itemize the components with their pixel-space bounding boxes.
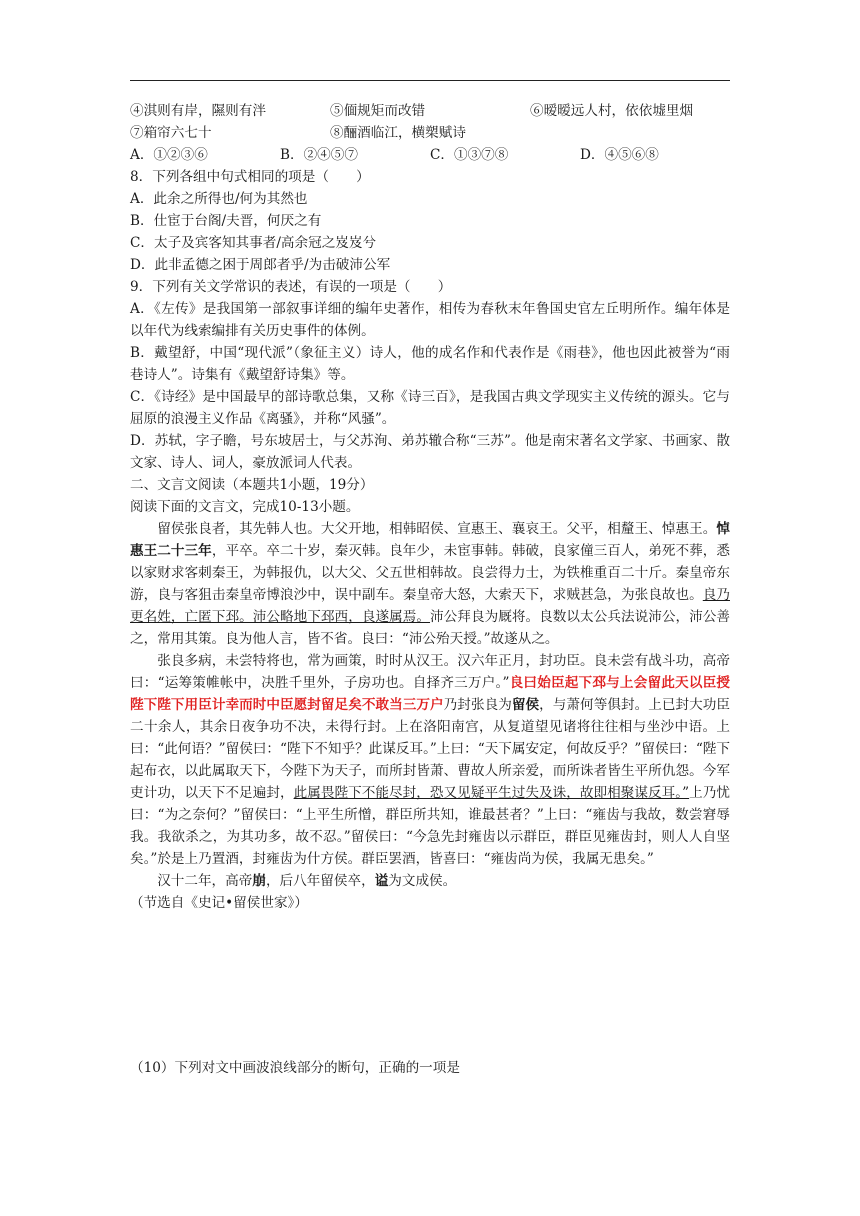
q8-choice-a: A．此余之所得也/何为其然也 — [130, 191, 308, 207]
q9-choice-c: C．《诗经》是中国最早的部诗歌总集，又称《诗三百》，是我国古典文学现实主义传统的源头。它与屈原的浪漫主义作品《离骚》，并称“风骚”。 — [130, 389, 730, 427]
q7-choices — [130, 144, 730, 166]
passage-text: 上乃忧曰：“为之奈何？”留侯曰：“上平生所憎，群臣所共知，谁最甚者？”上曰：“雍齿与我故，数尝窘辱我。我欲杀之，为其功多，故不忍。”留侯曰：“今急先封雍齿以示群臣，群臣见雍齿封，则人人自坚矣。”於是上乃置酒，封雍齿为什方侯。群臣罢酒，皆喜曰：“雍齿尚为侯，我属无患矣。” — [130, 785, 730, 867]
q7-choice-d: D．④⑤⑥⑧ — [580, 147, 659, 163]
passage-text: ，后八年留侯卒， — [265, 873, 375, 889]
q7-choice-c: C．①③⑦⑧ — [430, 147, 509, 163]
passage-paragraph-3 — [130, 870, 730, 892]
wavy-underlined-text: 良乃更名姓，亡匿下邳。沛公略地下邳西，良遂属焉。 — [130, 587, 730, 625]
q8-choice-c: C．太子及宾客知其事者/高余冠之岌岌兮 — [130, 235, 377, 251]
q10-stem: （10）下列对文中画波浪线部分的断句，正确的一项是 — [130, 1060, 460, 1076]
wavy-underlined-text: 此属畏陛下不能尽封，恐又见疑平生过失及诛，故即相聚谋反耳。” — [293, 785, 690, 801]
option-6: ⑥暧暧远人村，依依墟里烟 — [530, 103, 694, 119]
q7-choice-b: B．②④⑤⑦ — [280, 147, 358, 163]
passage-bold-text: 留侯 — [511, 697, 540, 713]
section-heading: 二、文言文阅读（本题共1小题，19分） — [130, 477, 374, 493]
option-7: ⑦箱帘六七十 — [130, 125, 212, 141]
passage-text: ，与萧何等俱封。上已封大功臣二十余人，其余日夜争功不决，未得行封。上在洛阳南宫，从复道望见诸将往往相与坐沙中语。上曰：“此何语？”留侯曰：“陛下不知乎？此谋反耳。”上曰：“天下属安定，何故反乎？”留侯曰：“陛下起布衣，以此属取天下，今陛下为天子，而所封皆萧、曹故人所亲爱，而所诛者皆生平所仇怨。今军吏计功，以天下不足遍封， — [130, 697, 731, 801]
document-page — [130, 100, 730, 914]
passage-text: ，平卒。卒二十岁，秦灭韩。良年少，未宦事韩。韩破，良家僮三百人，弟死不葬，悉以家财求客刺秦王，为韩报仇，以大父、父五世相韩故。良尝得力士，为铁椎重百二十斤。秦皇帝东游，良与客狙击秦皇帝博浪沙中，误中副车。秦皇帝大怒，大索天下，求贼甚急，为张良故也。 — [130, 543, 731, 603]
option-5: ⑤偭规矩而改错 — [330, 103, 426, 119]
highlighted-red-text: 良曰始臣起下邳与上会留此天以臣授陛下陛下用臣计幸而时中臣愿封留足矣不敢当三万户 — [130, 675, 730, 713]
passage-text: 汉十二年，高帝 — [157, 873, 253, 889]
header-rule — [130, 80, 730, 81]
option-8: ⑧酾酒临江，横槊赋诗 — [330, 125, 466, 141]
passage-text: 沛公拜良为厩将。良数以太公兵法说沛公，沛公善之，常用其策。良为他人言，皆不省。良曰：“沛公殆天授。”故遂从之。 — [130, 609, 731, 647]
section-intro: 阅读下面的文言文，完成10-13小题。 — [130, 499, 360, 515]
passage-bold-text: 崩 — [252, 873, 266, 889]
q9-stem: 9．下列有关文学常识的表述，有误的一项是（ ） — [130, 279, 452, 295]
q8-choice-b: B．仕宦于台阁/夫晋，何厌之有 — [130, 213, 322, 229]
passage-text: 张良多病，未尝特将也，常为画策，时时从汉王。汉六年正月，封功臣。良未尝有战斗功，高帝曰：“运筹策帷帐中，决胜千里外，子房功也。自择齐三万户。” — [130, 653, 730, 691]
options-row-2 — [130, 122, 730, 144]
passage-text: 留侯张良者，其先韩人也。大父开地，相韩昭侯、宣惠王、襄哀王。父平，相釐王、悼惠王。 — [157, 521, 717, 537]
passage-text: 为文成侯。 — [388, 873, 457, 889]
q9-choice-b: B．戴望舒，中国“现代派”（象征主义）诗人，他的成名作和代表作是《雨巷》，他也因此被誉为“雨巷诗人”。诗集有《戴望舒诗集》等。 — [130, 345, 730, 383]
q8-choice-d: D．此非孟德之困于周郎者乎/为击破沛公军 — [130, 257, 391, 273]
passage-text: 乃封张良为 — [443, 697, 512, 713]
q7-choice-a: A．①②③⑥ — [130, 147, 208, 163]
passage-bold-text: 悼惠王二十三年 — [130, 521, 730, 559]
passage-source: （节选自《史记•留侯世家》） — [130, 895, 308, 911]
options-row-1 — [130, 100, 730, 122]
passage-paragraph-1 — [130, 518, 730, 650]
passage-paragraph-2 — [130, 650, 730, 870]
option-4: ④淇则有岸，隰则有泮 — [130, 103, 266, 119]
passage-bold-text: 谥 — [374, 873, 389, 889]
q8-stem: 8．下列各组中句式相同的项是（ ） — [130, 169, 370, 185]
q9-choice-a: A．《左传》是我国第一部叙事详细的编年史著作，相传为春秋末年鲁国史官左丘明所作。编年体是以年代为线索编排有关历史事件的体例。 — [130, 301, 730, 339]
q9-choice-d: D．苏轼，字子瞻，号东坡居士，与父苏洵、弟苏辙合称“三苏”。他是南宋著名文学家、书画家、散文家、诗人、词人，豪放派词人代表。 — [130, 433, 730, 471]
